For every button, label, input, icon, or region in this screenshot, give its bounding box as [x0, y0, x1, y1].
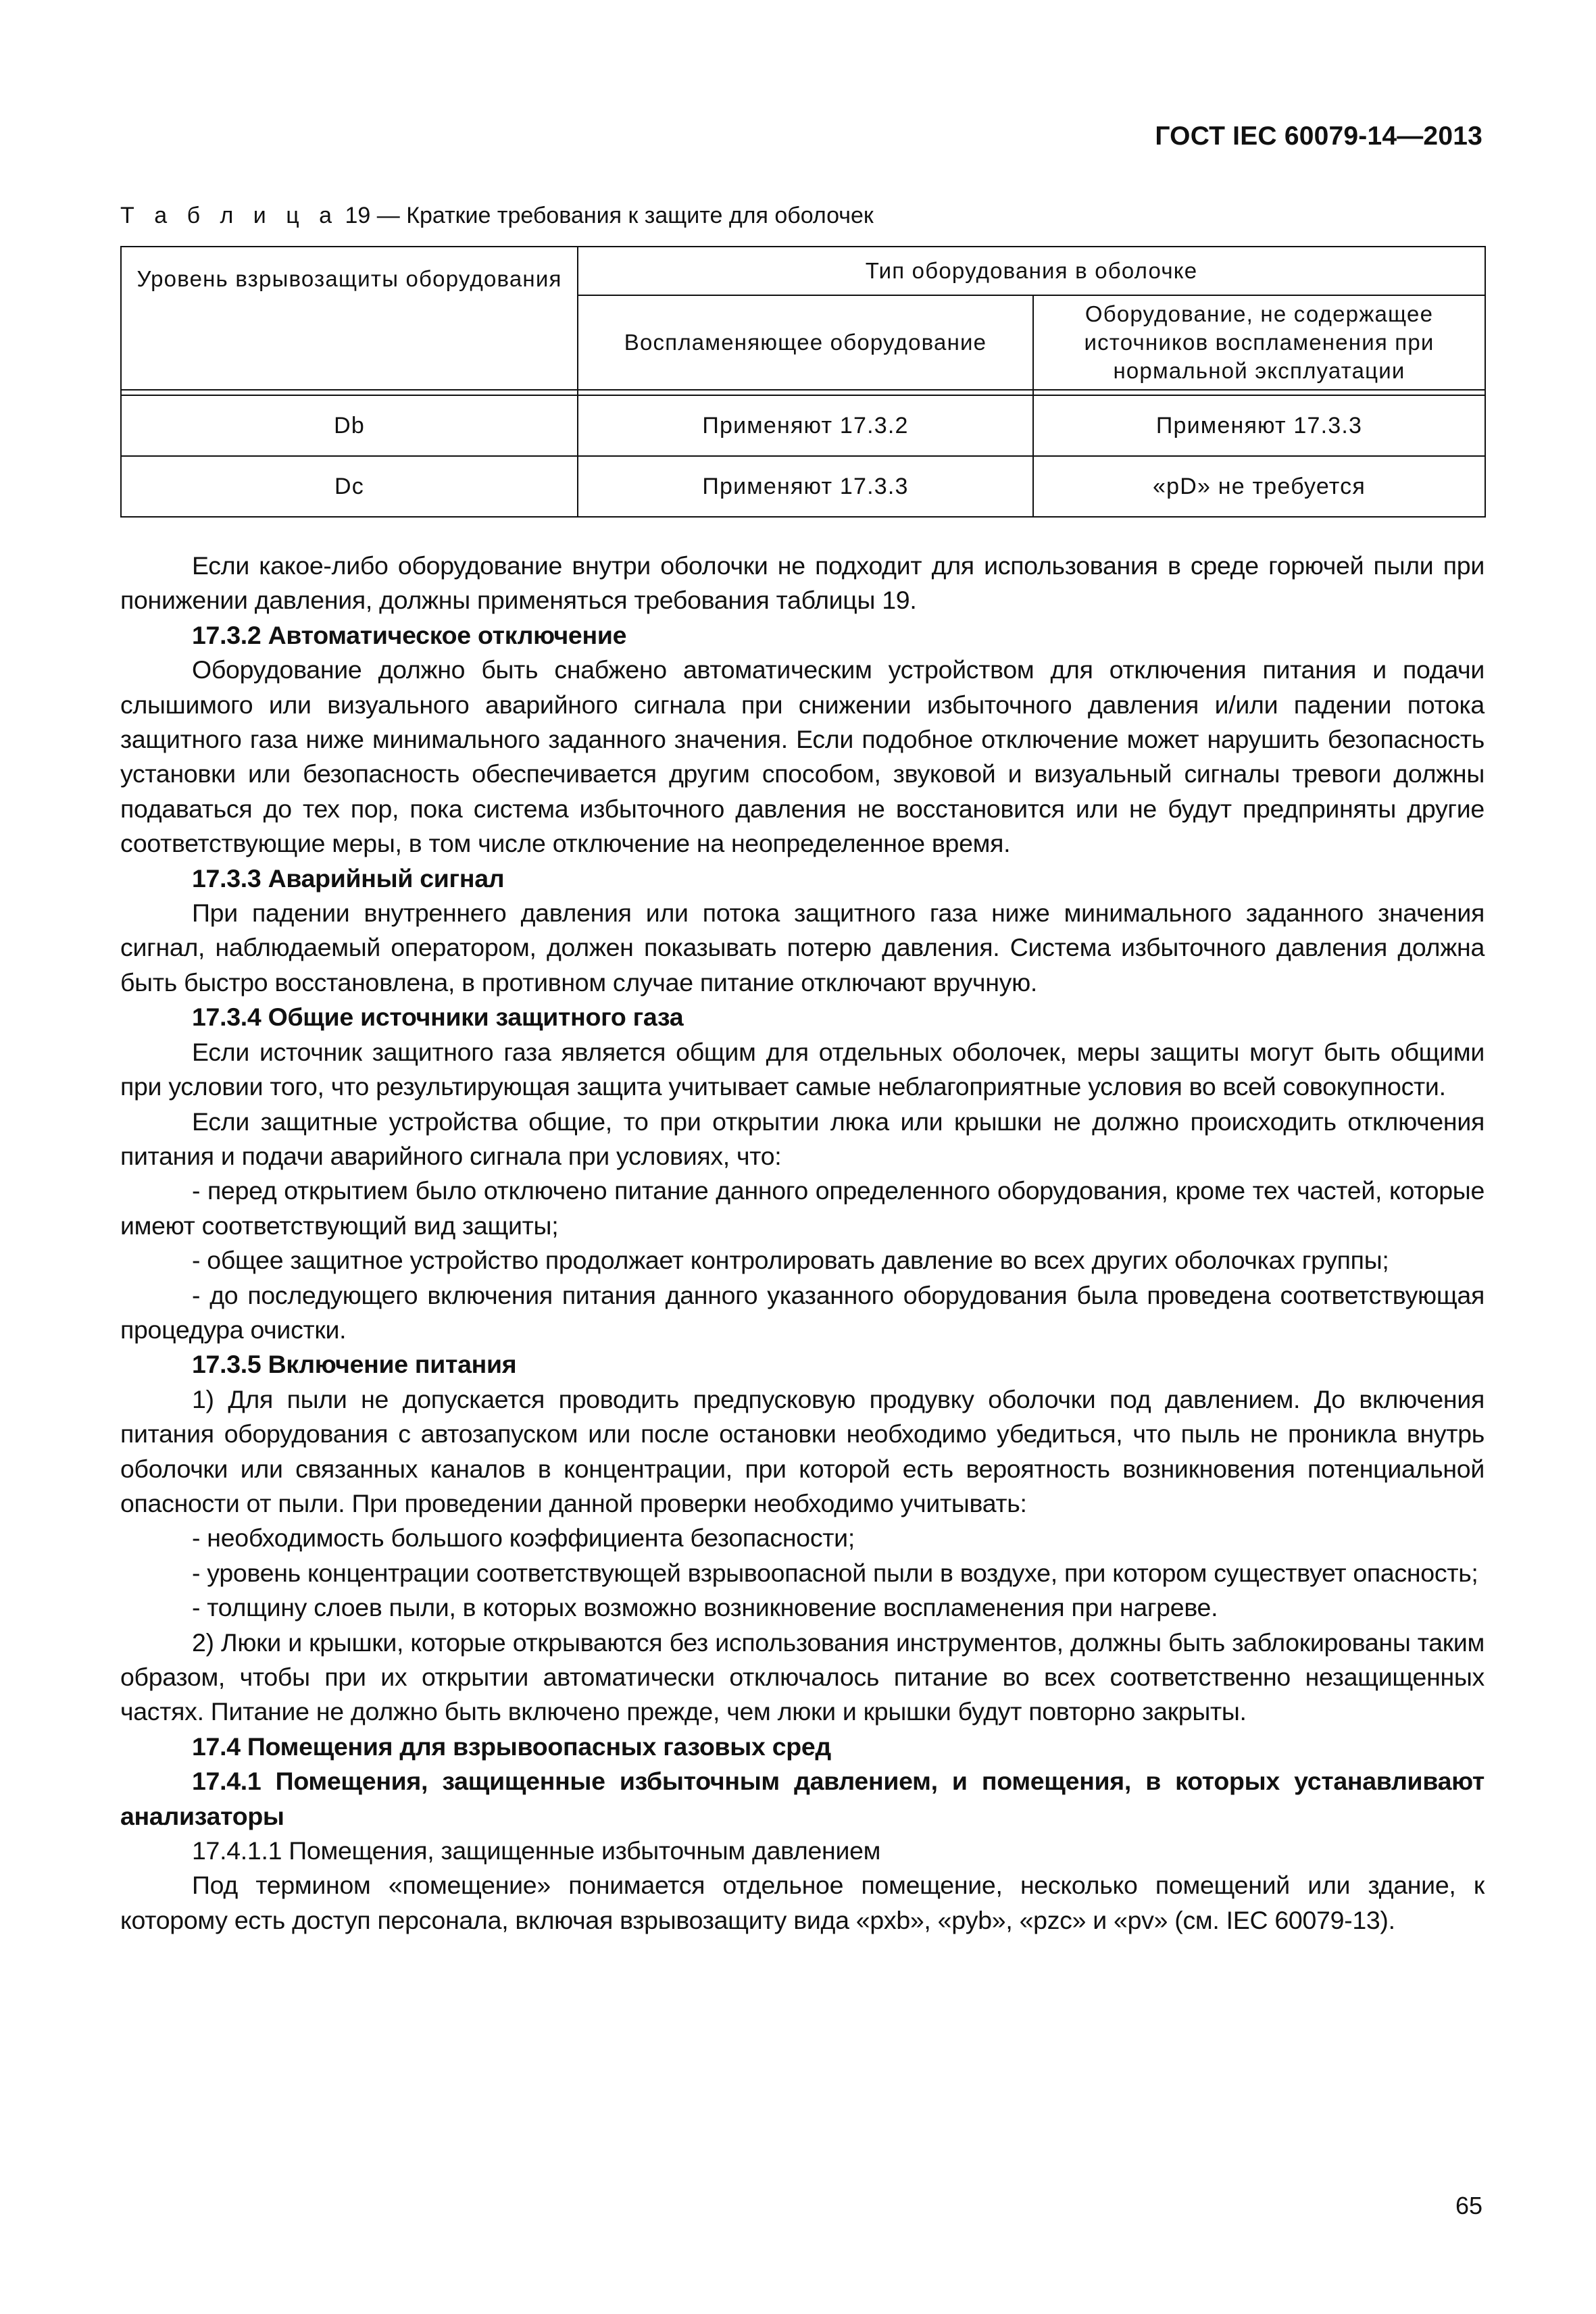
body-text — [120, 549, 1485, 1938]
table-caption-label: Т а б л и ц а — [120, 203, 339, 228]
cell-ignitable: Применяют 17.3.2 — [578, 395, 1033, 456]
table-caption — [120, 203, 874, 229]
section-heading: 17.3.4 Общие источники защитного газа — [192, 1003, 684, 1032]
paragraph: - необходимость большого коэффициента безопасности; — [192, 1524, 855, 1553]
cell-level: Dc — [121, 456, 578, 517]
header-ignitable: Воспламеняющее оборудование — [578, 295, 1033, 390]
paragraph: При падении внутреннего давления или потока защитного газа ниже минимального заданного значения сигнал, наблюдаемый оператором, должен показывать потерю давления. Система избыточного давления должна быть быстро восстановлена, в противном случае питание отключают вручную. — [120, 899, 1485, 997]
page-number: 65 — [1455, 2192, 1482, 2219]
table-caption-title: 19 — Краткие требования к защите для оболочек — [339, 203, 874, 228]
paragraph: Если защитные устройства общие, то при открытии люка или крышки не должно происходить отключения питания и подачи аварийного сигнала при условиях, что: — [120, 1107, 1485, 1170]
paragraph: - толщину слоев пыли, в которых возможно возникновение воспламенения при нагреве. — [192, 1593, 1218, 1622]
cell-ignitable: Применяют 17.3.3 — [578, 456, 1033, 517]
section-heading: 17.3.2 Автоматическое отключение — [192, 620, 627, 649]
paragraph: Оборудование должно быть снабжено автоматическим устройством для отключения питания и подачи слышимого или визуального аварийного сигнала при снижении избыточного давления и/или падении потока защитного газа ниже минимального заданного значения. Если подобное отключение может нарушить безопасность установки или безопасность обеспечивается другим способом, звуковой и визуальный сигналы тревоги должны подаваться до тех пор, пока система избыточного давления не восстановится или не будут предприняты другие соответствующие меры, в том числе отключение на неопределенное время. — [120, 655, 1485, 858]
header-level: Уровень взрывозащиты оборудования — [121, 247, 578, 390]
section-heading: 17.4 Помещения для взрывоопасных газовых сред — [192, 1732, 831, 1761]
paragraph: - уровень концентрации соответствующей взрывоопасной пыли в воздухе, при котором существует опасность; — [192, 1558, 1478, 1587]
cell-level: Db — [121, 395, 578, 456]
section-heading: 17.3.5 Включение питания — [192, 1350, 517, 1379]
paragraph: - перед открытием было отключено питание данного определенного оборудования, кроме тех частей, которые имеют соответствующий вид защиты; — [120, 1176, 1485, 1240]
paragraph: 2) Люки и крышки, которые открываются без использования инструментов, должны быть заблокированы таким образом, чтобы при их открытии автоматически отключалось питание во всех соответственно незащищенных частях. Питание не должно быть включено прежде, чем люки и крышки будут повторно закрыты. — [120, 1628, 1485, 1726]
header-type-group: Тип оборудования в оболочке — [578, 247, 1485, 295]
header-non-source: Оборудование, не содержащее источников воспламенения при нормальной эксплуатации — [1033, 295, 1485, 390]
paragraph: 17.4.1.1 Помещения, защищенные избыточным давлением — [192, 1836, 881, 1865]
section-heading: 17.3.3 Аварийный сигнал — [192, 863, 505, 892]
paragraph: - до последующего включения питания данного указанного оборудования была проведена соответствующая процедура очистки. — [120, 1280, 1485, 1344]
section-heading: 17.4.1 Помещения, защищенные избыточным давлением, и помещения, в которых устанавливают анализаторы — [120, 1767, 1485, 1830]
document-header: ГОСТ IEC 60079-14—2013 — [1155, 122, 1482, 151]
paragraph: Если какое-либо оборудование внутри оболочки не подходит для использования в среде горючей пыли при понижении давления, должны применяться требования таблицы 19. — [120, 551, 1485, 615]
requirements-table — [120, 246, 1486, 518]
paragraph: Если источник защитного газа является общим для отдельных оболочек, меры защиты могут быть общими при условии того, что результирующая защита учитывает самые неблагоприятные условия во всей совокупности. — [120, 1037, 1485, 1101]
paragraph: Под термином «помещение» понимается отдельное помещение, несколько помещений или здание, к которому есть доступ персонала, включая взрывозащиту вида «pxb», «pyb», «pzc» и «pv» (см. IEC 60079-13). — [120, 1871, 1485, 1934]
table-row — [121, 395, 1485, 456]
paragraph: 1) Для пыли не допускается проводить предпусковую продувку оболочки под давлением. До включения питания оборудования с автозапуском или после остановки необходимо убедиться, что пыль не проникла внутрь оболочки или связанных каналов в концентрации, при которой есть вероятность возникновения потенциальной опасности от пыли. При проведении данной проверки необходимо учитывать: — [120, 1384, 1485, 1517]
paragraph: - общее защитное устройство продолжает контролировать давление во всех других оболочках группы; — [192, 1246, 1389, 1275]
header-separator — [121, 390, 1485, 395]
cell-non-source: Применяют 17.3.3 — [1033, 395, 1485, 456]
cell-non-source: «pD» не требуется — [1033, 456, 1485, 517]
table-row — [121, 456, 1485, 517]
